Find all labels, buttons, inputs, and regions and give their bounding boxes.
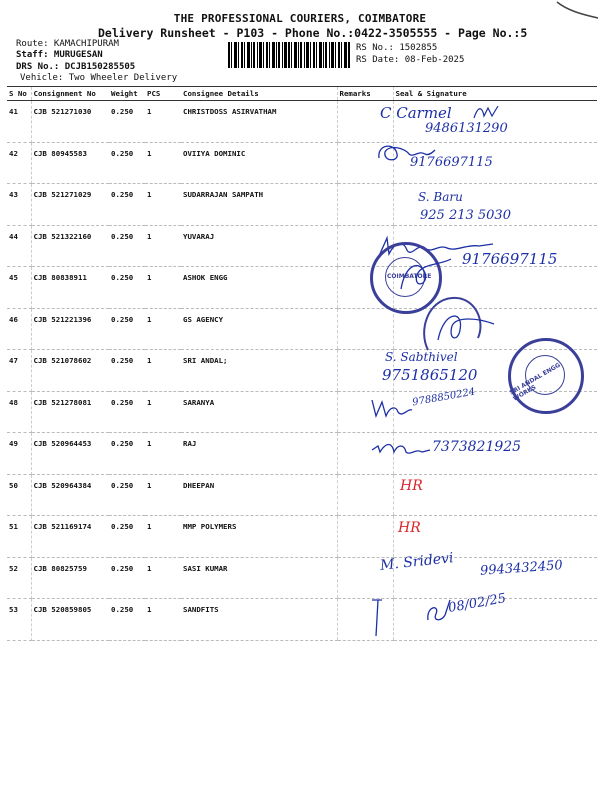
cell-sno: 44 xyxy=(7,225,31,267)
signature-r42-phone: 9176697115 xyxy=(410,155,493,170)
signature-r53-date: 08/02/25 xyxy=(447,591,508,616)
signature-r48-scribble xyxy=(370,396,414,420)
remark-r50-hr: HR xyxy=(400,478,423,494)
cell-pcs: 1 xyxy=(145,267,181,309)
cell-weight: 0.250 xyxy=(109,350,145,392)
signature-r48-phone: 9788850224 xyxy=(411,386,477,409)
cell-weight: 0.250 xyxy=(109,267,145,309)
signature-r43-phone: 925 213 5030 xyxy=(420,208,511,223)
cell-consignment: CJB 521078602 xyxy=(31,350,109,392)
signature-r52-phone: 9943432450 xyxy=(479,558,564,579)
signature-r41-scribble xyxy=(472,104,500,120)
cell-pcs: 1 xyxy=(145,350,181,392)
table-row xyxy=(7,267,597,309)
barcode xyxy=(228,42,350,68)
col-sno: S No xyxy=(7,87,31,101)
signature-r47-name: S. Sabthivel xyxy=(385,350,458,364)
stamp-1-text: COIMBATORE xyxy=(387,273,432,280)
cell-pcs: 1 xyxy=(145,557,181,599)
col-weight: Weight xyxy=(109,87,145,101)
cell-consignee: SRI ANDAL; xyxy=(181,350,337,392)
runsheet-title: Delivery Runsheet - P103 - Phone No.:0422-3505555 - Page No.:5 xyxy=(98,26,528,40)
cell-weight: 0.250 xyxy=(109,142,145,184)
cell-seal-signature xyxy=(393,516,597,558)
cell-pcs: 1 xyxy=(145,184,181,226)
cell-consignee: ASHOK ENGG xyxy=(181,267,337,309)
signature-r41-name: C Carmel xyxy=(380,104,452,122)
cell-weight: 0.250 xyxy=(109,308,145,350)
drs-number: DRS No.: DCJB150285505 xyxy=(16,62,136,72)
cell-sno: 46 xyxy=(7,308,31,350)
rs-number: RS No.: 1502855 xyxy=(356,43,438,53)
signature-r53-bracket xyxy=(366,598,386,640)
cell-consignee: SASI KUMAR xyxy=(181,557,337,599)
signature-r49-scribble xyxy=(370,440,432,458)
cell-consignment: CJB 80945583 xyxy=(31,142,109,184)
cell-pcs: 1 xyxy=(145,142,181,184)
cell-consignee: SUDARRAJAN SAMPATH xyxy=(181,184,337,226)
cell-sno: 41 xyxy=(7,101,31,143)
cell-pcs: 1 xyxy=(145,433,181,475)
signature-r49-phone: 7373821925 xyxy=(432,439,522,455)
table-row xyxy=(7,474,597,516)
cell-consignment: CJB 520964453 xyxy=(31,433,109,475)
cell-consignment: CJB 521271030 xyxy=(31,101,109,143)
col-consignment: Consignment No xyxy=(31,87,109,101)
col-consignee: Consignee Details xyxy=(181,87,337,101)
cell-consignment: CJB 521271029 xyxy=(31,184,109,226)
table-header-row xyxy=(7,87,597,101)
cell-weight: 0.250 xyxy=(109,474,145,516)
cell-sno: 43 xyxy=(7,184,31,226)
cell-remarks xyxy=(337,184,393,226)
signature-r44-phone: 9176697115 xyxy=(462,250,558,268)
table-row xyxy=(7,599,597,641)
cell-consignee: GS AGENCY xyxy=(181,308,337,350)
cell-pcs: 1 xyxy=(145,516,181,558)
table-row xyxy=(7,391,597,433)
signature-r43-name: S. Baru xyxy=(418,190,463,204)
delivery-table xyxy=(7,86,597,641)
cell-sno: 49 xyxy=(7,433,31,475)
cell-sno: 47 xyxy=(7,350,31,392)
cell-pcs: 1 xyxy=(145,599,181,641)
cell-weight: 0.250 xyxy=(109,433,145,475)
cell-consignment: CJB 521221396 xyxy=(31,308,109,350)
stamp-2-text: SRI ANDAL ENGG WORKS xyxy=(508,361,562,403)
cell-consignment: CJB 520859805 xyxy=(31,599,109,641)
cell-sno: 48 xyxy=(7,391,31,433)
signature-r52-name: M. Sridevi xyxy=(379,550,455,574)
cell-consignment: CJB 80825759 xyxy=(31,557,109,599)
cell-sno: 50 xyxy=(7,474,31,516)
cell-consignment: CJB 521278081 xyxy=(31,391,109,433)
cell-consignee: SARANYA xyxy=(181,391,337,433)
cell-sno: 42 xyxy=(7,142,31,184)
cell-consignee: SANDFITS xyxy=(181,599,337,641)
cell-sno: 52 xyxy=(7,557,31,599)
cell-consignment: CJB 521322160 xyxy=(31,225,109,267)
cell-consignee: CHRISTDOSS ASIRVATHAM xyxy=(181,101,337,143)
cell-consignee: YUVARAJ xyxy=(181,225,337,267)
cell-sno: 53 xyxy=(7,599,31,641)
cell-weight: 0.250 xyxy=(109,516,145,558)
cell-pcs: 1 xyxy=(145,225,181,267)
cell-remarks xyxy=(337,474,393,516)
cell-weight: 0.250 xyxy=(109,101,145,143)
cell-sno: 51 xyxy=(7,516,31,558)
table-row xyxy=(7,308,597,350)
cell-remarks xyxy=(337,308,393,350)
signature-r41-phone: 9486131290 xyxy=(425,121,508,136)
cell-pcs: 1 xyxy=(145,308,181,350)
cell-pcs: 1 xyxy=(145,391,181,433)
cell-weight: 0.250 xyxy=(109,184,145,226)
cell-sno: 45 xyxy=(7,267,31,309)
cell-consignment: CJB 80838911 xyxy=(31,267,109,309)
cell-consignee: RAJ xyxy=(181,433,337,475)
remark-r51-hr: HR xyxy=(398,520,421,536)
signature-r45-scribble xyxy=(395,255,455,295)
vehicle-label: Vehicle: Two Wheeler Delivery xyxy=(20,73,178,83)
cell-weight: 0.250 xyxy=(109,599,145,641)
signature-r47-phone: 9751865120 xyxy=(382,366,478,384)
cell-consignee: MMP POLYMERS xyxy=(181,516,337,558)
cell-consignee: OVIIYA DOMINIC xyxy=(181,142,337,184)
col-seal-signature: Seal & Signature xyxy=(393,87,597,101)
cell-weight: 0.250 xyxy=(109,557,145,599)
cell-weight: 0.250 xyxy=(109,225,145,267)
cell-weight: 0.250 xyxy=(109,391,145,433)
company-title: THE PROFESSIONAL COURIERS, COIMBATORE xyxy=(173,12,427,25)
table-row xyxy=(7,516,597,558)
cell-consignee: DHEEPAN xyxy=(181,474,337,516)
table-row xyxy=(7,142,597,184)
company-stamp-2 xyxy=(508,338,584,414)
cell-remarks xyxy=(337,516,393,558)
cell-pcs: 1 xyxy=(145,474,181,516)
cell-pcs: 1 xyxy=(145,101,181,143)
rs-date: RS Date: 08-Feb-2025 xyxy=(356,55,465,65)
col-pcs: PCS xyxy=(145,87,181,101)
col-remarks: Remarks xyxy=(337,87,393,101)
route-label: Route: KAMACHIPURAM xyxy=(16,39,119,49)
staff-label: Staff: MURUGESAN xyxy=(16,50,103,60)
cell-consignment: CJB 521169174 xyxy=(31,516,109,558)
cell-consignment: CJB 520964384 xyxy=(31,474,109,516)
table-row xyxy=(7,101,597,143)
cell-seal-signature xyxy=(393,474,597,516)
